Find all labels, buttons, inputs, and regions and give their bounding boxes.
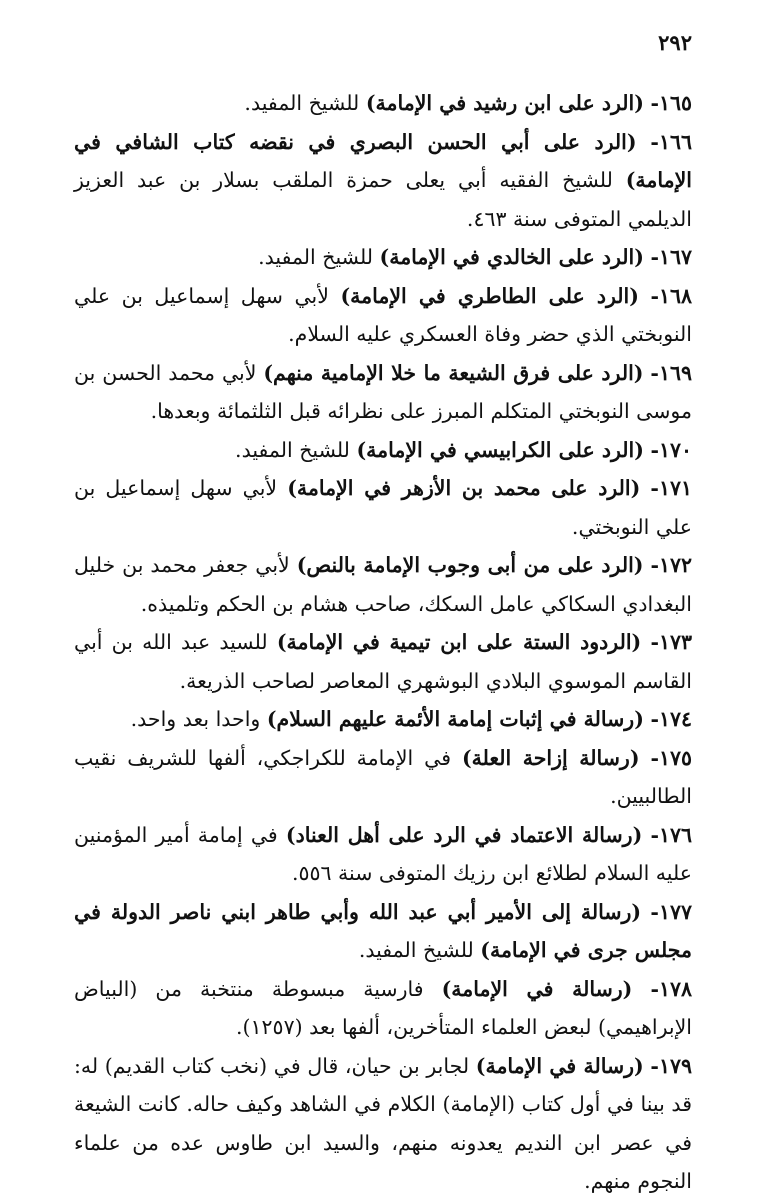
entry-number: ١٦٦-: [650, 129, 692, 154]
entry-179: [74, 1047, 692, 1201]
entry-title: (الرد على محمد بن الأزهر في الإمامة): [287, 476, 641, 500]
entry-170: [74, 431, 692, 470]
entry-number: ١٧١-: [650, 476, 692, 500]
entry-title: (رسالة في الإمامة): [475, 1053, 644, 1078]
entry-number: ١٧٢-: [650, 553, 692, 577]
entry-number: ١٧٤-: [650, 707, 692, 731]
entry-text: فارسية مبسوطة منتخبة من (البياض الإبراهيمي) لبعض العلماء المتأخرين، ألفها بعد (١٢٥٧).: [74, 976, 692, 1039]
entry-title: (الرد على من أبى وجوب الإمامة بالنص): [296, 553, 644, 577]
entry-number: ١٦٨-: [650, 283, 692, 308]
entry-169: [74, 354, 692, 431]
entry-number: ١٧٨-: [650, 976, 692, 1001]
entry-number: ١٧٥-: [650, 745, 692, 770]
entry-178: [74, 970, 692, 1047]
entry-text: لجابر بن حيان، قال في (نخب كتاب القديم) له: قد بينا في أول كتاب (الإمامة) الكلام في الشاهد وكيف حاله. كانت الشيعة في عصر ابن النديم يعدونه منهم، والسيد ابن طاوس عده من علماء النجوم منهم.: [74, 1053, 692, 1193]
entry-title: (الرد على الخالدي في الإمامة): [379, 245, 644, 269]
entry-title: (الرد على ابن رشيد في الإمامة): [365, 91, 644, 115]
entry-177: [74, 893, 692, 970]
entry-168: [74, 277, 692, 354]
entry-number: ١٧٧-: [650, 899, 692, 924]
entry-title: (الردود الستة على ابن تيمية في الإمامة): [276, 630, 642, 654]
entry-173: [74, 623, 692, 700]
page-number: ٢٩٢: [658, 30, 692, 55]
entry-title: (الرد على الكرابيسي في الإمامة): [356, 437, 644, 462]
entry-text: للشيخ المفيد.: [235, 437, 357, 462]
entry-number: ١٧٦-: [650, 822, 692, 847]
entry-text: لأبي جعفر محمد بن خليل البغدادي السكاكي عامل السكك، صاحب هشام بن الحكم وتلميذه.: [74, 553, 692, 616]
entry-number: ١٦٥-: [650, 91, 692, 115]
entry-text: للشيخ الفقيه أبي يعلى حمزة الملقب بسلار بن عبد العزيز الديلمي المتوفى سنة ٤٦٣.: [74, 168, 692, 231]
entry-176: [74, 816, 692, 893]
entry-number: ١٦٧-: [650, 245, 692, 269]
entry-title: (رسالة الاعتماد في الرد على أهل العناد): [285, 822, 643, 847]
entry-166: [74, 123, 692, 239]
entry-165: [74, 84, 692, 123]
entry-text: واحدا بعد واحد.: [130, 707, 267, 731]
entry-text: لأبي سهل إسماعيل بن علي النوبختي.: [74, 476, 692, 539]
entry-text: في إمامة أمير المؤمنين عليه السلام لطلائع ابن رزيك المتوفى سنة ٥٥٦.: [74, 822, 692, 885]
entry-174: [74, 700, 692, 739]
entry-title: (الرد على الطاطري في الإمامة): [340, 283, 639, 308]
entry-title: (رسالة إزاحة العلة): [461, 745, 640, 770]
entry-171: [74, 469, 692, 546]
entry-number: ١٦٩-: [650, 360, 692, 385]
entry-text: لأبي محمد الحسن بن موسى النوبختي المتكلم المبرز على نظرائه قبل الثلثمائة وبعدها.: [74, 360, 692, 423]
entry-title: (رسالة في الإمامة): [441, 976, 633, 1001]
entry-title: (رسالة إلى الأمير أبي عبد الله وأبي طاهر ابني ناصر الدولة في مجلس جرى في الإمامة): [74, 899, 692, 962]
entry-number: ١٧٩-: [650, 1053, 692, 1078]
entry-text: لأبي سهل إسماعيل بن علي النوبختي الذي حضر وفاة العسكري عليه السلام.: [74, 283, 692, 346]
entry-167: [74, 238, 692, 277]
entry-text: للسيد عبد الله بن أبي القاسم الموسوي البلادي البوشهري المعاصر لصاحب الذريعة.: [74, 630, 692, 693]
entry-172: [74, 546, 692, 623]
entry-title: (رسالة في إثبات إمامة الأئمة عليهم السلام): [266, 707, 644, 731]
entry-title: (الرد على فرق الشيعة ما خلا الإمامية منهم): [263, 360, 644, 385]
entry-text: للشيخ المفيد.: [244, 91, 366, 115]
entry-number: ١٧٠-: [650, 437, 692, 462]
entry-text: للشيخ المفيد.: [358, 938, 481, 962]
entry-number: ١٧٣-: [650, 630, 692, 654]
entry-text: للشيخ المفيد.: [258, 245, 380, 269]
entry-text: في الإمامة للكراجكي، ألفها للشريف نقيب الطالبيين.: [74, 745, 692, 808]
entries-list: [74, 84, 692, 1201]
entry-title: (الرد على أبي الحسن البصري في نقضه كتاب الشافي في الإمامة): [74, 129, 692, 192]
entry-175: [74, 739, 692, 816]
